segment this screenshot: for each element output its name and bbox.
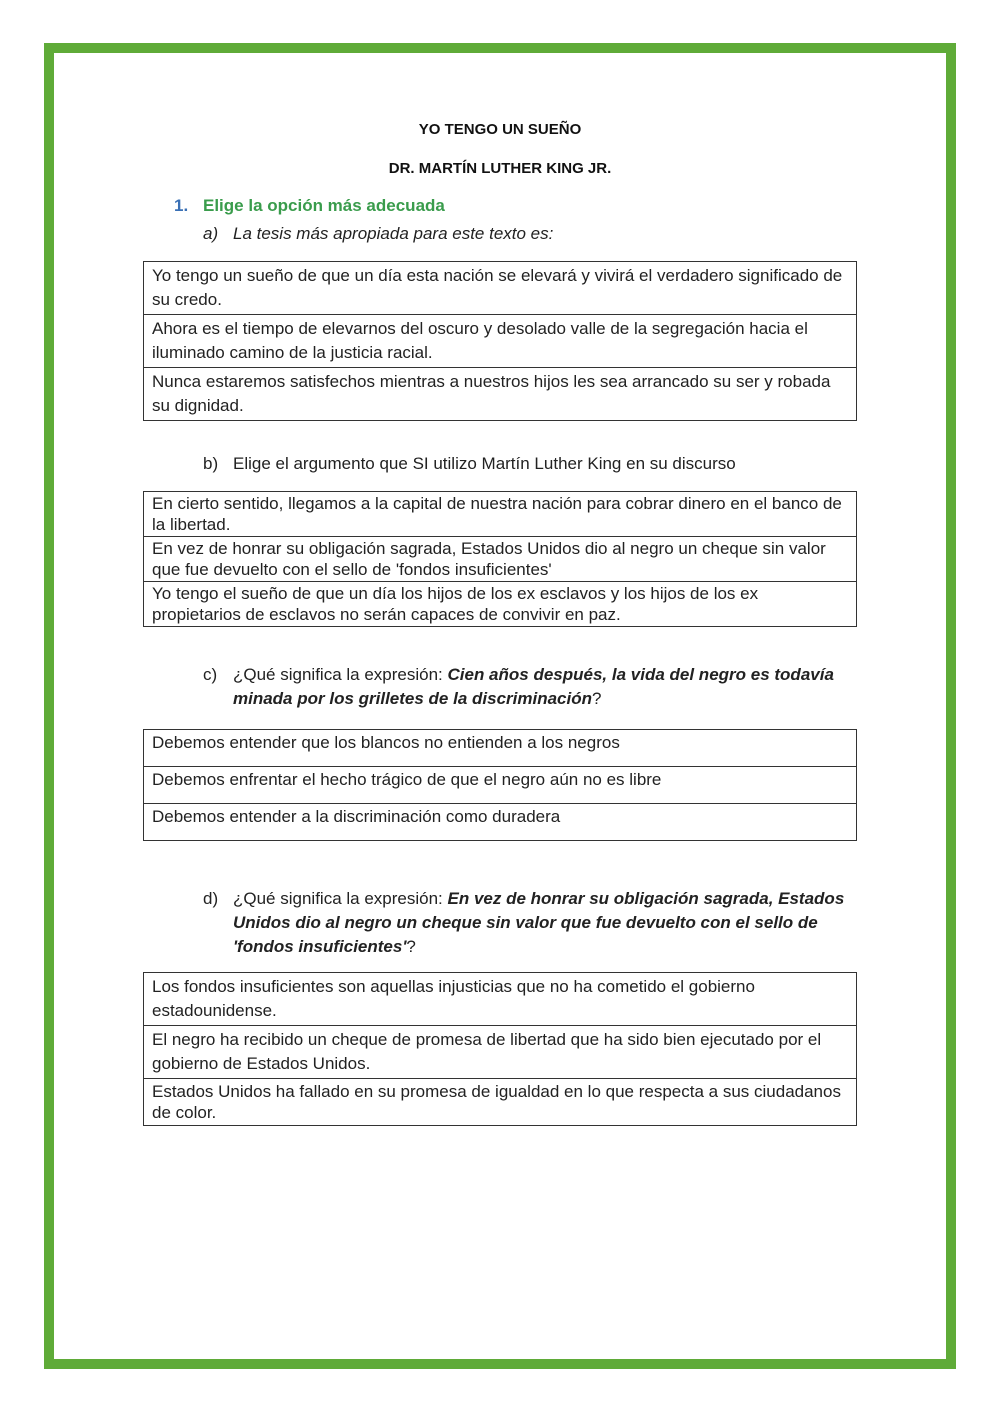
option-row[interactable]: [144, 973, 857, 1026]
question-number: 1.: [174, 196, 189, 215]
item-quote: Cien años después, la vida del negro es todavía minada por los grilletes de la discriminación: [233, 665, 834, 708]
option-row[interactable]: [144, 582, 857, 627]
item-prompt-text: Elige el argumento que SI utilizo Martín Luther King en su discurso: [233, 454, 736, 473]
item-quote: En vez de honrar su obligación sagrada, Estados Unidos dio al negro un cheque sin valor que fue devuelto con el sello de 'fondos insuficientes': [233, 889, 845, 956]
option-row[interactable]: [144, 730, 857, 767]
item-b-options: [143, 491, 857, 627]
item-c-prompt: [203, 663, 863, 711]
item-letter: b): [203, 454, 219, 473]
item-letter: c): [203, 665, 218, 684]
option-row[interactable]: [144, 368, 857, 421]
question-heading-text: Elige la opción más adecuada: [203, 196, 445, 215]
option-cell[interactable]: Debemos enfrentar el hecho trágico de que el negro aún no es libre: [144, 767, 857, 804]
option-cell[interactable]: Los fondos insuficientes son aquellas injusticias que no ha cometido el gobierno estadounidense.: [144, 973, 857, 1026]
item-c-options: [143, 729, 857, 841]
question-1-heading: [174, 196, 445, 216]
item-a-options: [143, 261, 857, 421]
option-cell[interactable]: Debemos entender a la discriminación como duradera: [144, 804, 857, 841]
option-row[interactable]: [144, 804, 857, 841]
item-prompt-prefix: ¿Qué significa la expresión:: [233, 665, 448, 684]
option-cell[interactable]: En cierto sentido, llegamos a la capital de nuestra nación para cobrar dinero en el banco de la libertad.: [144, 492, 857, 537]
document-author: DR. MARTÍN LUTHER KING JR.: [388, 160, 612, 177]
option-cell[interactable]: Yo tengo un sueño de que un día esta nación se elevará y vivirá el verdadero significado de su credo.: [144, 262, 857, 315]
option-row[interactable]: [144, 1026, 857, 1079]
option-cell[interactable]: Debemos entender que los blancos no entienden a los negros: [144, 730, 857, 767]
item-prompt-suffix: ?: [592, 689, 602, 708]
option-row[interactable]: [144, 262, 857, 315]
option-row[interactable]: [144, 767, 857, 804]
item-letter: d): [203, 889, 219, 908]
document-title: YO TENGO UN SUEÑO: [418, 121, 582, 138]
item-b-prompt: [203, 452, 736, 476]
option-row[interactable]: [144, 537, 857, 582]
option-cell[interactable]: El negro ha recibido un cheque de promesa de libertad que ha sido bien ejecutado por el gobierno de Estados Unidos.: [144, 1026, 857, 1079]
option-cell[interactable]: En vez de honrar su obligación sagrada, Estados Unidos dio al negro un cheque sin valor que fue devuelto con el sello de 'fondos insuficientes': [144, 537, 857, 582]
option-cell[interactable]: Ahora es el tiempo de elevarnos del oscuro y desolado valle de la segregación hacia el iluminado camino de la justicia racial.: [144, 315, 857, 368]
item-prompt-suffix: ?: [406, 937, 416, 956]
item-prompt-text: La tesis más apropiada para este texto es:: [233, 224, 554, 243]
option-cell[interactable]: Estados Unidos ha fallado en su promesa de igualdad en lo que respecta a sus ciudadanos de color.: [144, 1079, 857, 1126]
option-row[interactable]: [144, 315, 857, 368]
item-d-options: [143, 972, 857, 1126]
item-letter: a): [203, 224, 219, 243]
option-row[interactable]: [144, 492, 857, 537]
option-cell[interactable]: Nunca estaremos satisfechos mientras a nuestros hijos les sea arrancado su ser y robada su dignidad.: [144, 368, 857, 421]
item-d-prompt: [203, 887, 863, 959]
option-cell[interactable]: Yo tengo el sueño de que un día los hijos de los ex esclavos y los hijos de los ex propietarios de esclavos no serán capaces de convivir en paz.: [144, 582, 857, 627]
item-prompt-prefix: ¿Qué significa la expresión:: [233, 889, 448, 908]
item-a-prompt: [203, 222, 553, 246]
option-row[interactable]: [144, 1079, 857, 1126]
